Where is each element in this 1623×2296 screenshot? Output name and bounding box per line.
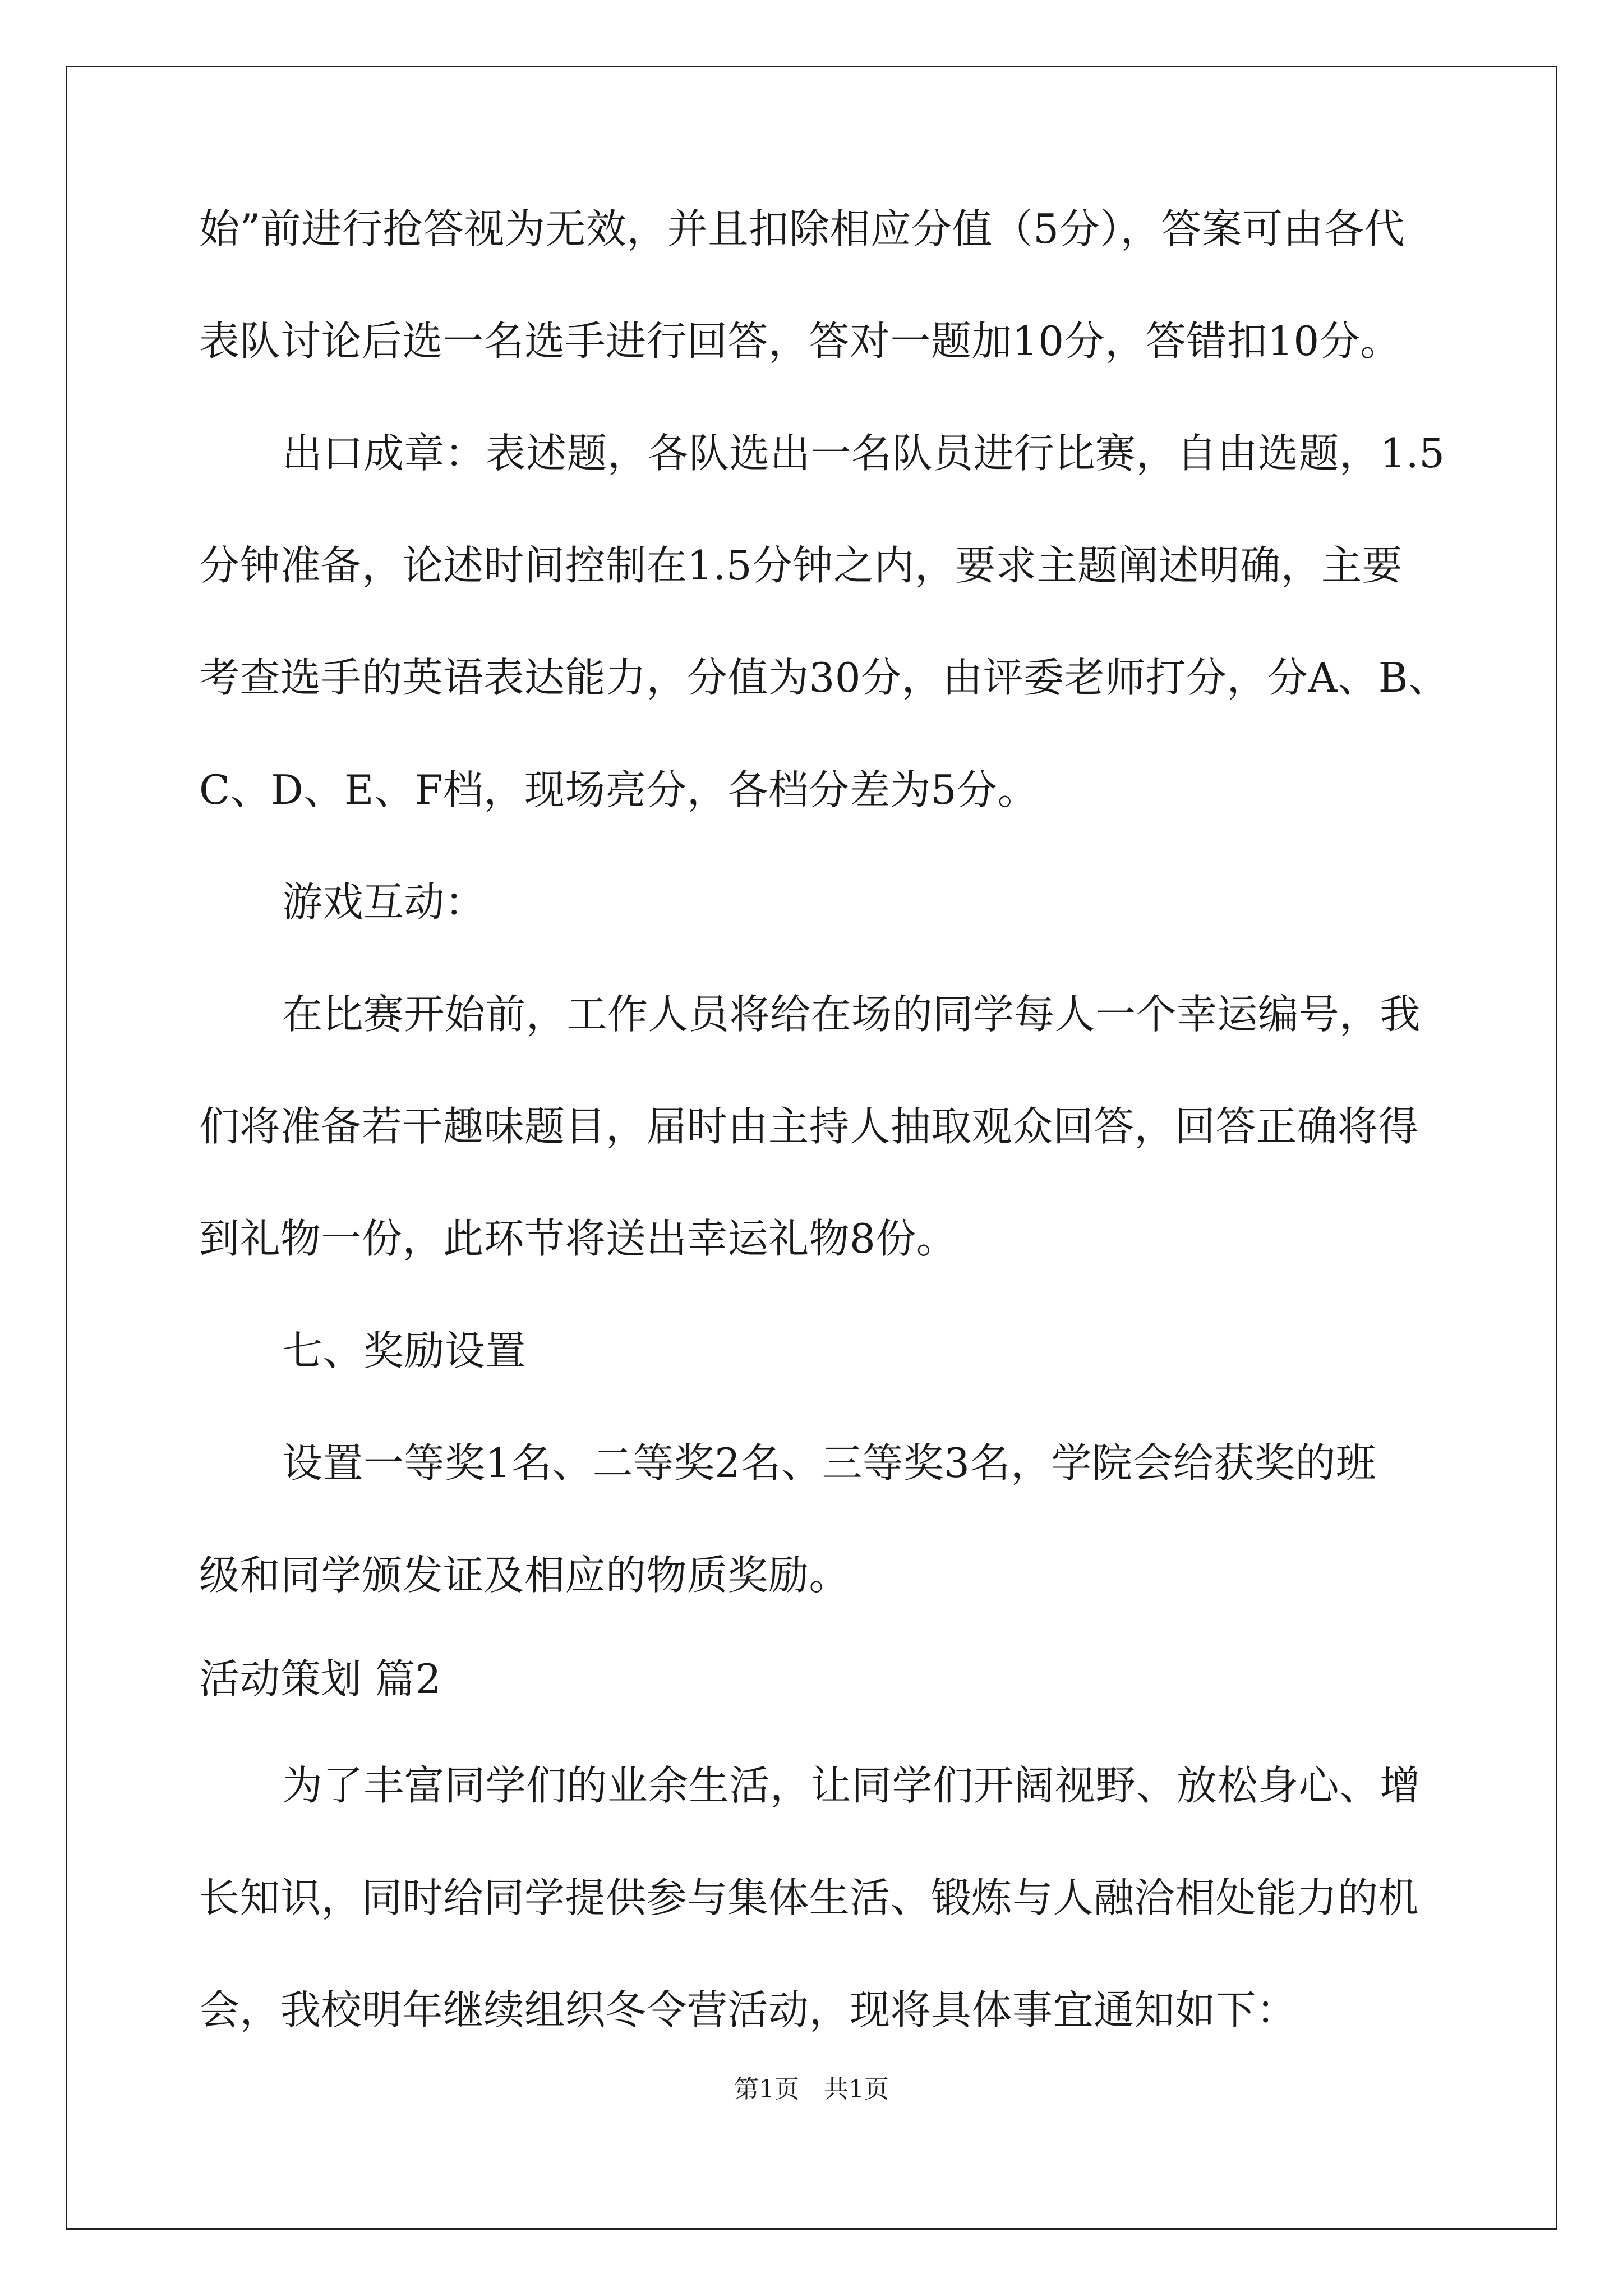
body-line: 考查选手的英语表达能力，分值为30分，由评委老师打分，分A、B、 bbox=[199, 654, 1449, 701]
paragraph-line: 设置一等奖1名、二等奖2名、三等奖3名，学院会给获奖的班 bbox=[282, 1439, 1377, 1487]
body-line: 级和同学颁发证及相应的物质奖励。 bbox=[199, 1552, 850, 1599]
section-heading: 游戏互动： bbox=[282, 878, 486, 926]
body-line: 们将准备若干趣味题目，届时由主持人抽取观众回答，回答正确将得 bbox=[199, 1103, 1419, 1150]
body-line: C、D、E、F档，现场亮分，各档分差为5分。 bbox=[199, 766, 1039, 813]
body-line: 长知识，同时给同学提供参与集体生活、锻炼与人融洽相处能力的机 bbox=[199, 1874, 1419, 1921]
body-line: 分钟准备，论述时间控制在1.5分钟之内，要求主题阐述明确，主要 bbox=[199, 542, 1403, 589]
page-footer: 第1页 共1页 bbox=[734, 2075, 889, 2104]
paragraph-line: 出口成章：表述题，各队选出一名队员进行比赛，自由选题，1.5 bbox=[282, 430, 1445, 477]
article-title: 活动策划 篇2 bbox=[199, 1655, 442, 1703]
body-line: 到礼物一份，此环节将送出幸运礼物8份。 bbox=[199, 1215, 957, 1262]
paragraph-line: 为了丰富同学们的业余生活，让同学们开阔视野、放松身心、增 bbox=[282, 1762, 1421, 1809]
paragraph-line: 在比赛开始前，工作人员将给在场的同学每人一个幸运编号，我 bbox=[282, 991, 1421, 1038]
body-line: 会，我校明年继续组织冬令营活动，现将具体事宜通知如下： bbox=[199, 1986, 1297, 2033]
body-line: 表队讨论后选一名选手进行回答，答对一题加10分，答错扣10分。 bbox=[199, 318, 1401, 365]
body-line: 始”前进行抢答视为无效，并且扣除相应分值（5分），答案可由各代 bbox=[199, 205, 1405, 252]
section-heading: 七、奖励设置 bbox=[282, 1327, 527, 1374]
